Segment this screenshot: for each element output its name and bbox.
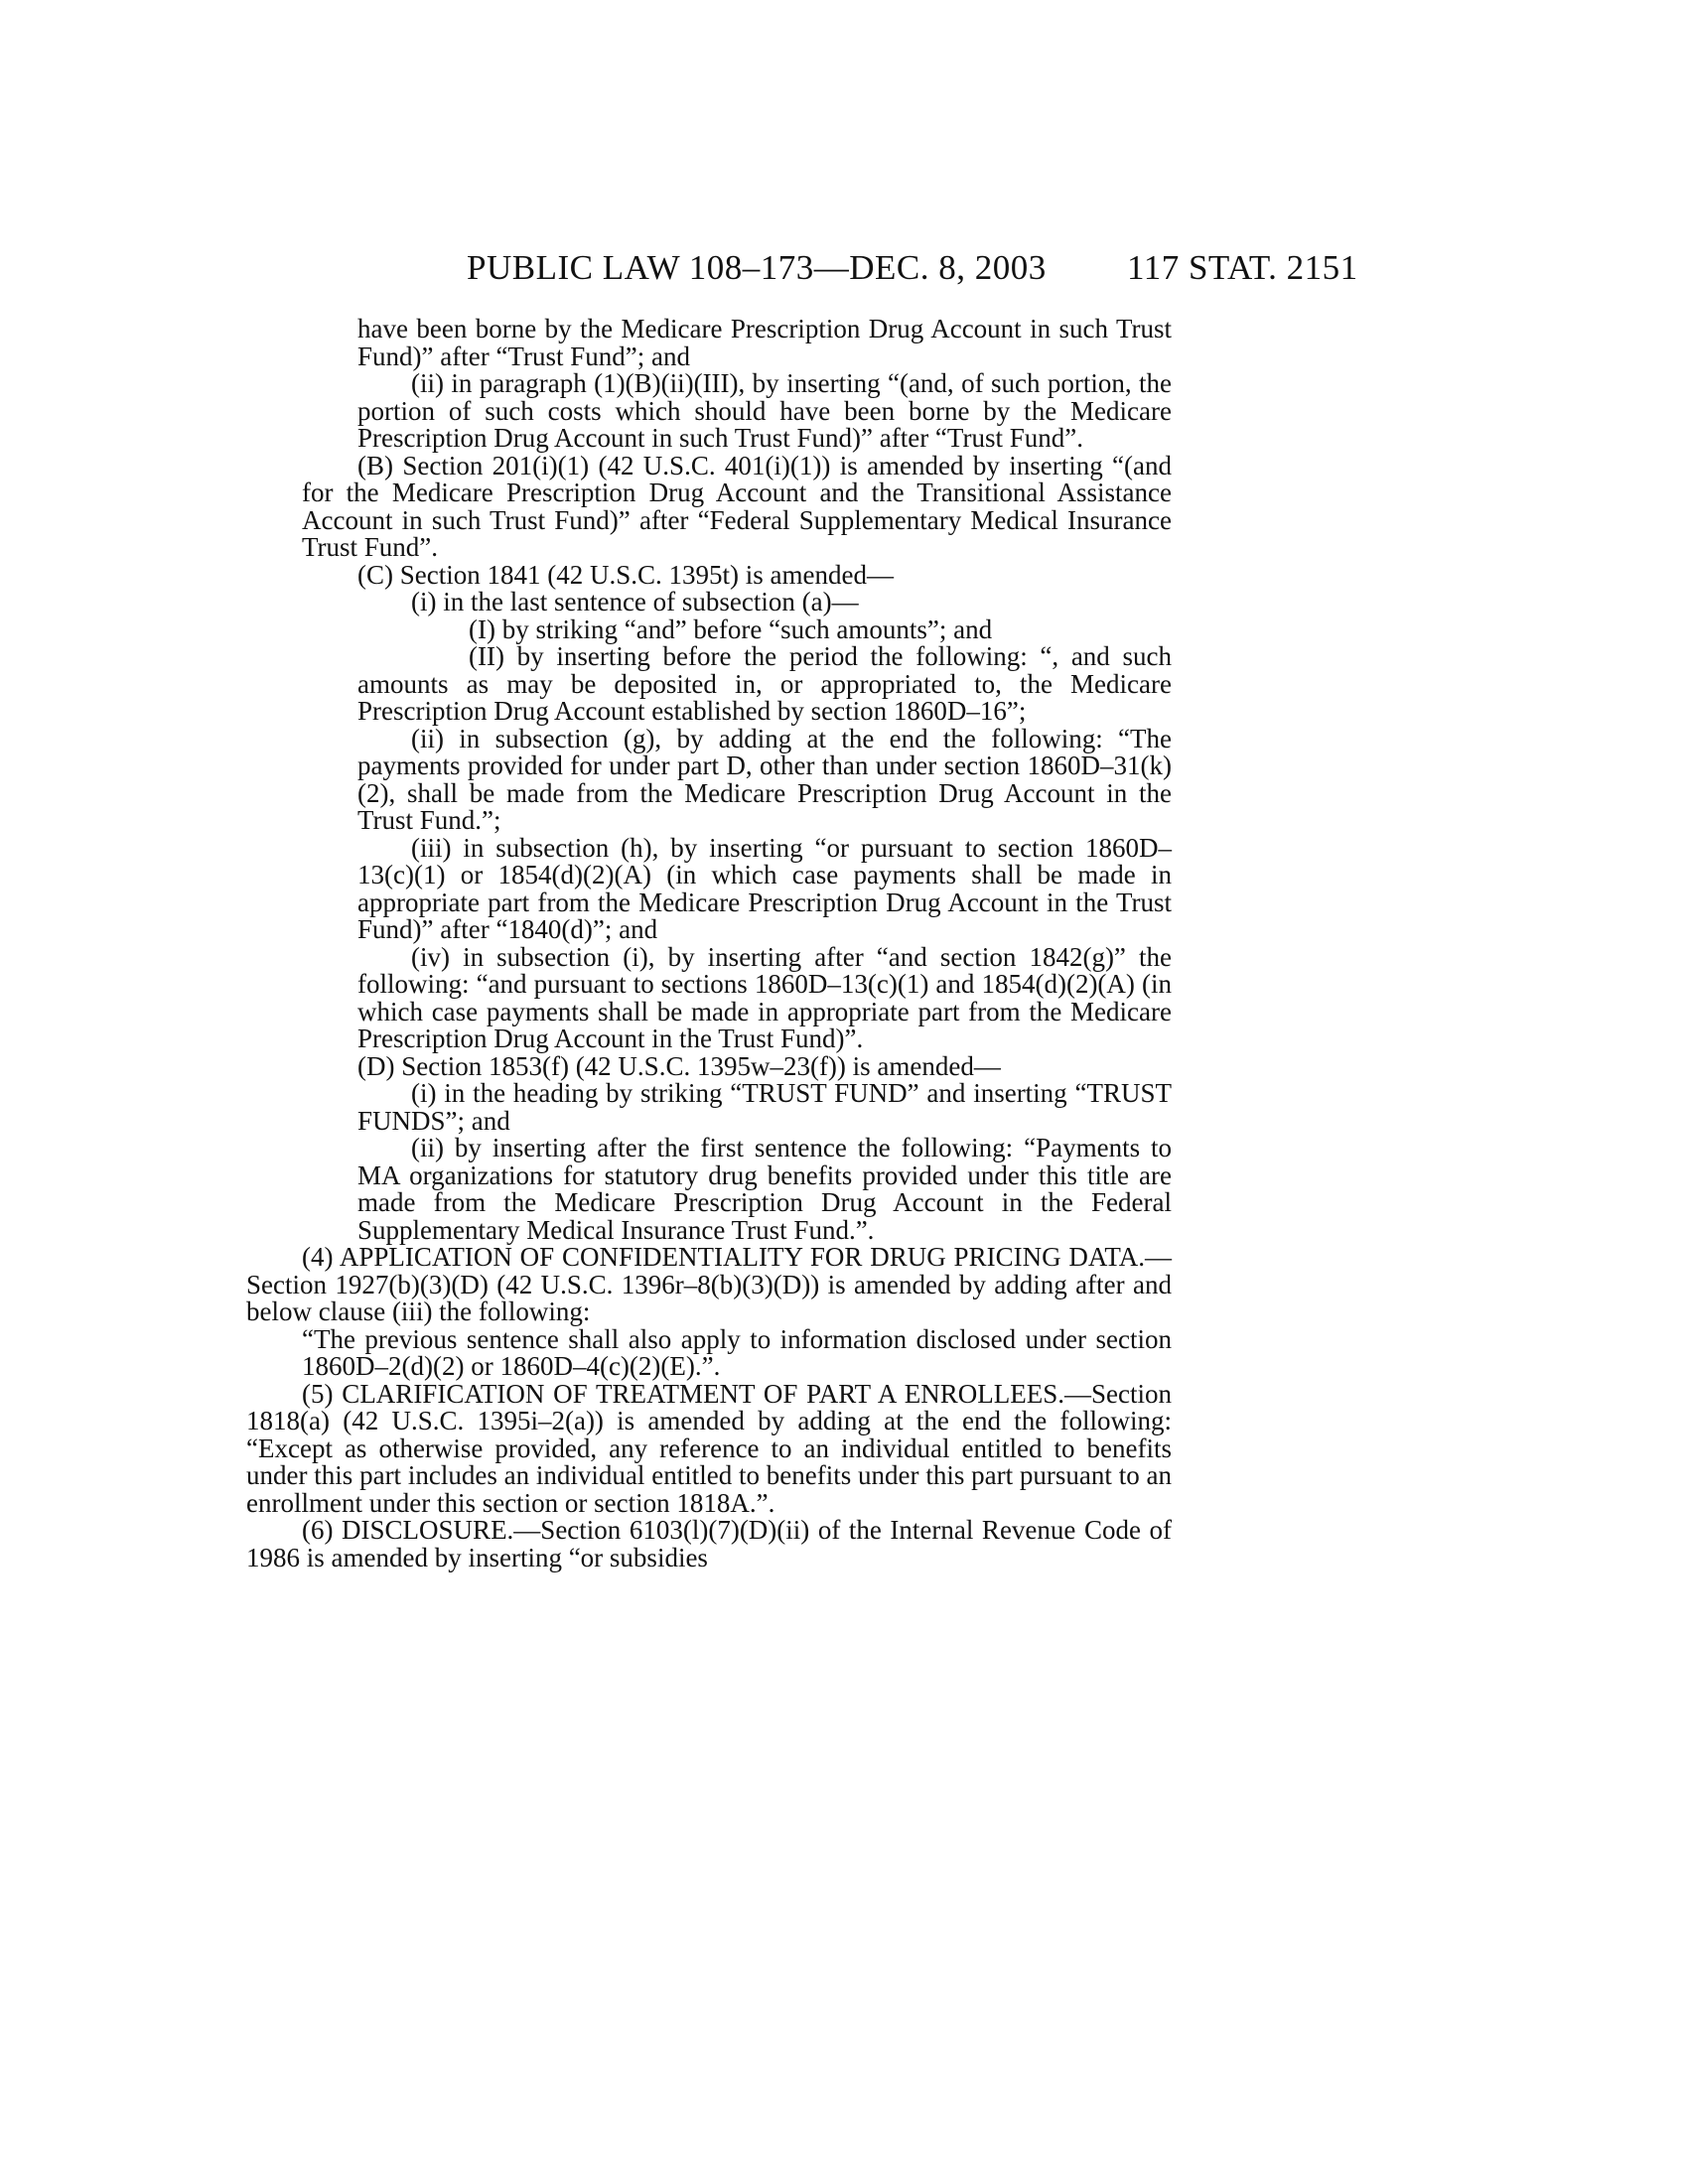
paragraph: (C) Section 1841 (42 U.S.C. 1395t) is amended— bbox=[357, 559, 894, 590]
paragraph: (II) by inserting before the period the following: “, and such amounts as may be deposited in, or appropriated to, the Medicare Prescription Drug Account established by section 1860D–16”; bbox=[357, 641, 1172, 726]
paragraph: (B) Section 201(i)(1) (42 U.S.C. 401(i)(1)) is amended by inserting “(and for the Medicare Prescription Drug Account and the Transitional Assistance Account in such Trust Fund)” after “Federal Supplementary Medical Insurance Trust Fund”. bbox=[302, 450, 1172, 562]
paragraph: (i) in the last sentence of subsection (a)— bbox=[411, 587, 859, 616]
paragraph: (5) CLARIFICATION OF TREATMENT OF PART A ENROLLEES.—Section 1818(a) (42 U.S.C. 1395i–2(a)) is amended by adding at the end the following: “Except as otherwise provided, any reference to an individual entitled to benefits under this part includes an individual entitled to benefits under this part pursuant to an enrollment under this section or section 1818A.”. bbox=[246, 1378, 1172, 1518]
paragraph: (ii) in subsection (g), by adding at the end the following: “The payments provided for under part D, other than under section 1860D–31(k)(2), shall be made from the Medicare Prescription Drug Account in the Trust Fund.”; bbox=[357, 723, 1172, 835]
paragraph: (D) Section 1853(f) (42 U.S.C. 1395w–23(f)) is amended— bbox=[357, 1050, 1001, 1081]
paragraph: (6) DISCLOSURE.—Section 6103(l)(7)(D)(ii) of the Internal Revenue Code of 1986 is amended by inserting “or subsidies bbox=[246, 1515, 1172, 1572]
paragraph: (ii) in paragraph (1)(B)(ii)(III), by inserting “(and, of such portion, the portion of such costs which should have been borne by the Medicare Prescription Drug Account in such Trust Fund)” after “Trust Fund”. bbox=[357, 368, 1172, 453]
quoted-text: “The previous sentence shall also apply to information disclosed under section 1860D–2(d)(2) or 1860D–4(c)(2)(E).”. bbox=[302, 1323, 1172, 1381]
paragraph: (iv) in subsection (i), by inserting after “and section 1842(g)” the following: “and pursuant to sections 1860D–13(c)(1) and 1854(d)(2)(A) (in which case payments shall be made in appropriate part from the Medicare Prescription Drug Account in the Trust Fund)”. bbox=[357, 941, 1172, 1053]
statute-body bbox=[246, 314, 1172, 1572]
running-header-title: PUBLIC LAW 108–173—DEC. 8, 2003 bbox=[467, 248, 1047, 287]
paragraph: (ii) by inserting after the first sentence the following: “Payments to MA organizations for statutory drug benefits provided under this title are made from the Medicare Prescription Drug Account in the Federal Supplementary Medical Insurance Trust Fund.”. bbox=[357, 1133, 1172, 1245]
paragraph: (4) APPLICATION OF CONFIDENTIALITY FOR DRUG PRICING DATA.—Section 1927(b)(3)(D) (42 U.S.C. 1396r–8(b)(3)(D)) is amended by adding after and below clause (iii) the following: bbox=[246, 1242, 1172, 1326]
paragraph: (iii) in subsection (h), by inserting “or pursuant to section 1860D–13(c)(1) or 1854(d)(2)(A) (in which case payments shall be made in appropriate part from the Medicare Prescription Drug Account in the Trust Fund)” after “1840(d)”; and bbox=[357, 832, 1172, 944]
paragraph: have been borne by the Medicare Prescription Drug Account in such Trust Fund)” after “Trust Fund”; and bbox=[357, 314, 1172, 371]
paragraph: (i) in the heading by striking “TRUST FUND” and inserting “TRUST FUNDS”; and bbox=[357, 1078, 1172, 1136]
page-number: 117 STAT. 2151 bbox=[1127, 248, 1358, 287]
paragraph: (I) by striking “and” before “such amounts”; and bbox=[469, 614, 993, 644]
